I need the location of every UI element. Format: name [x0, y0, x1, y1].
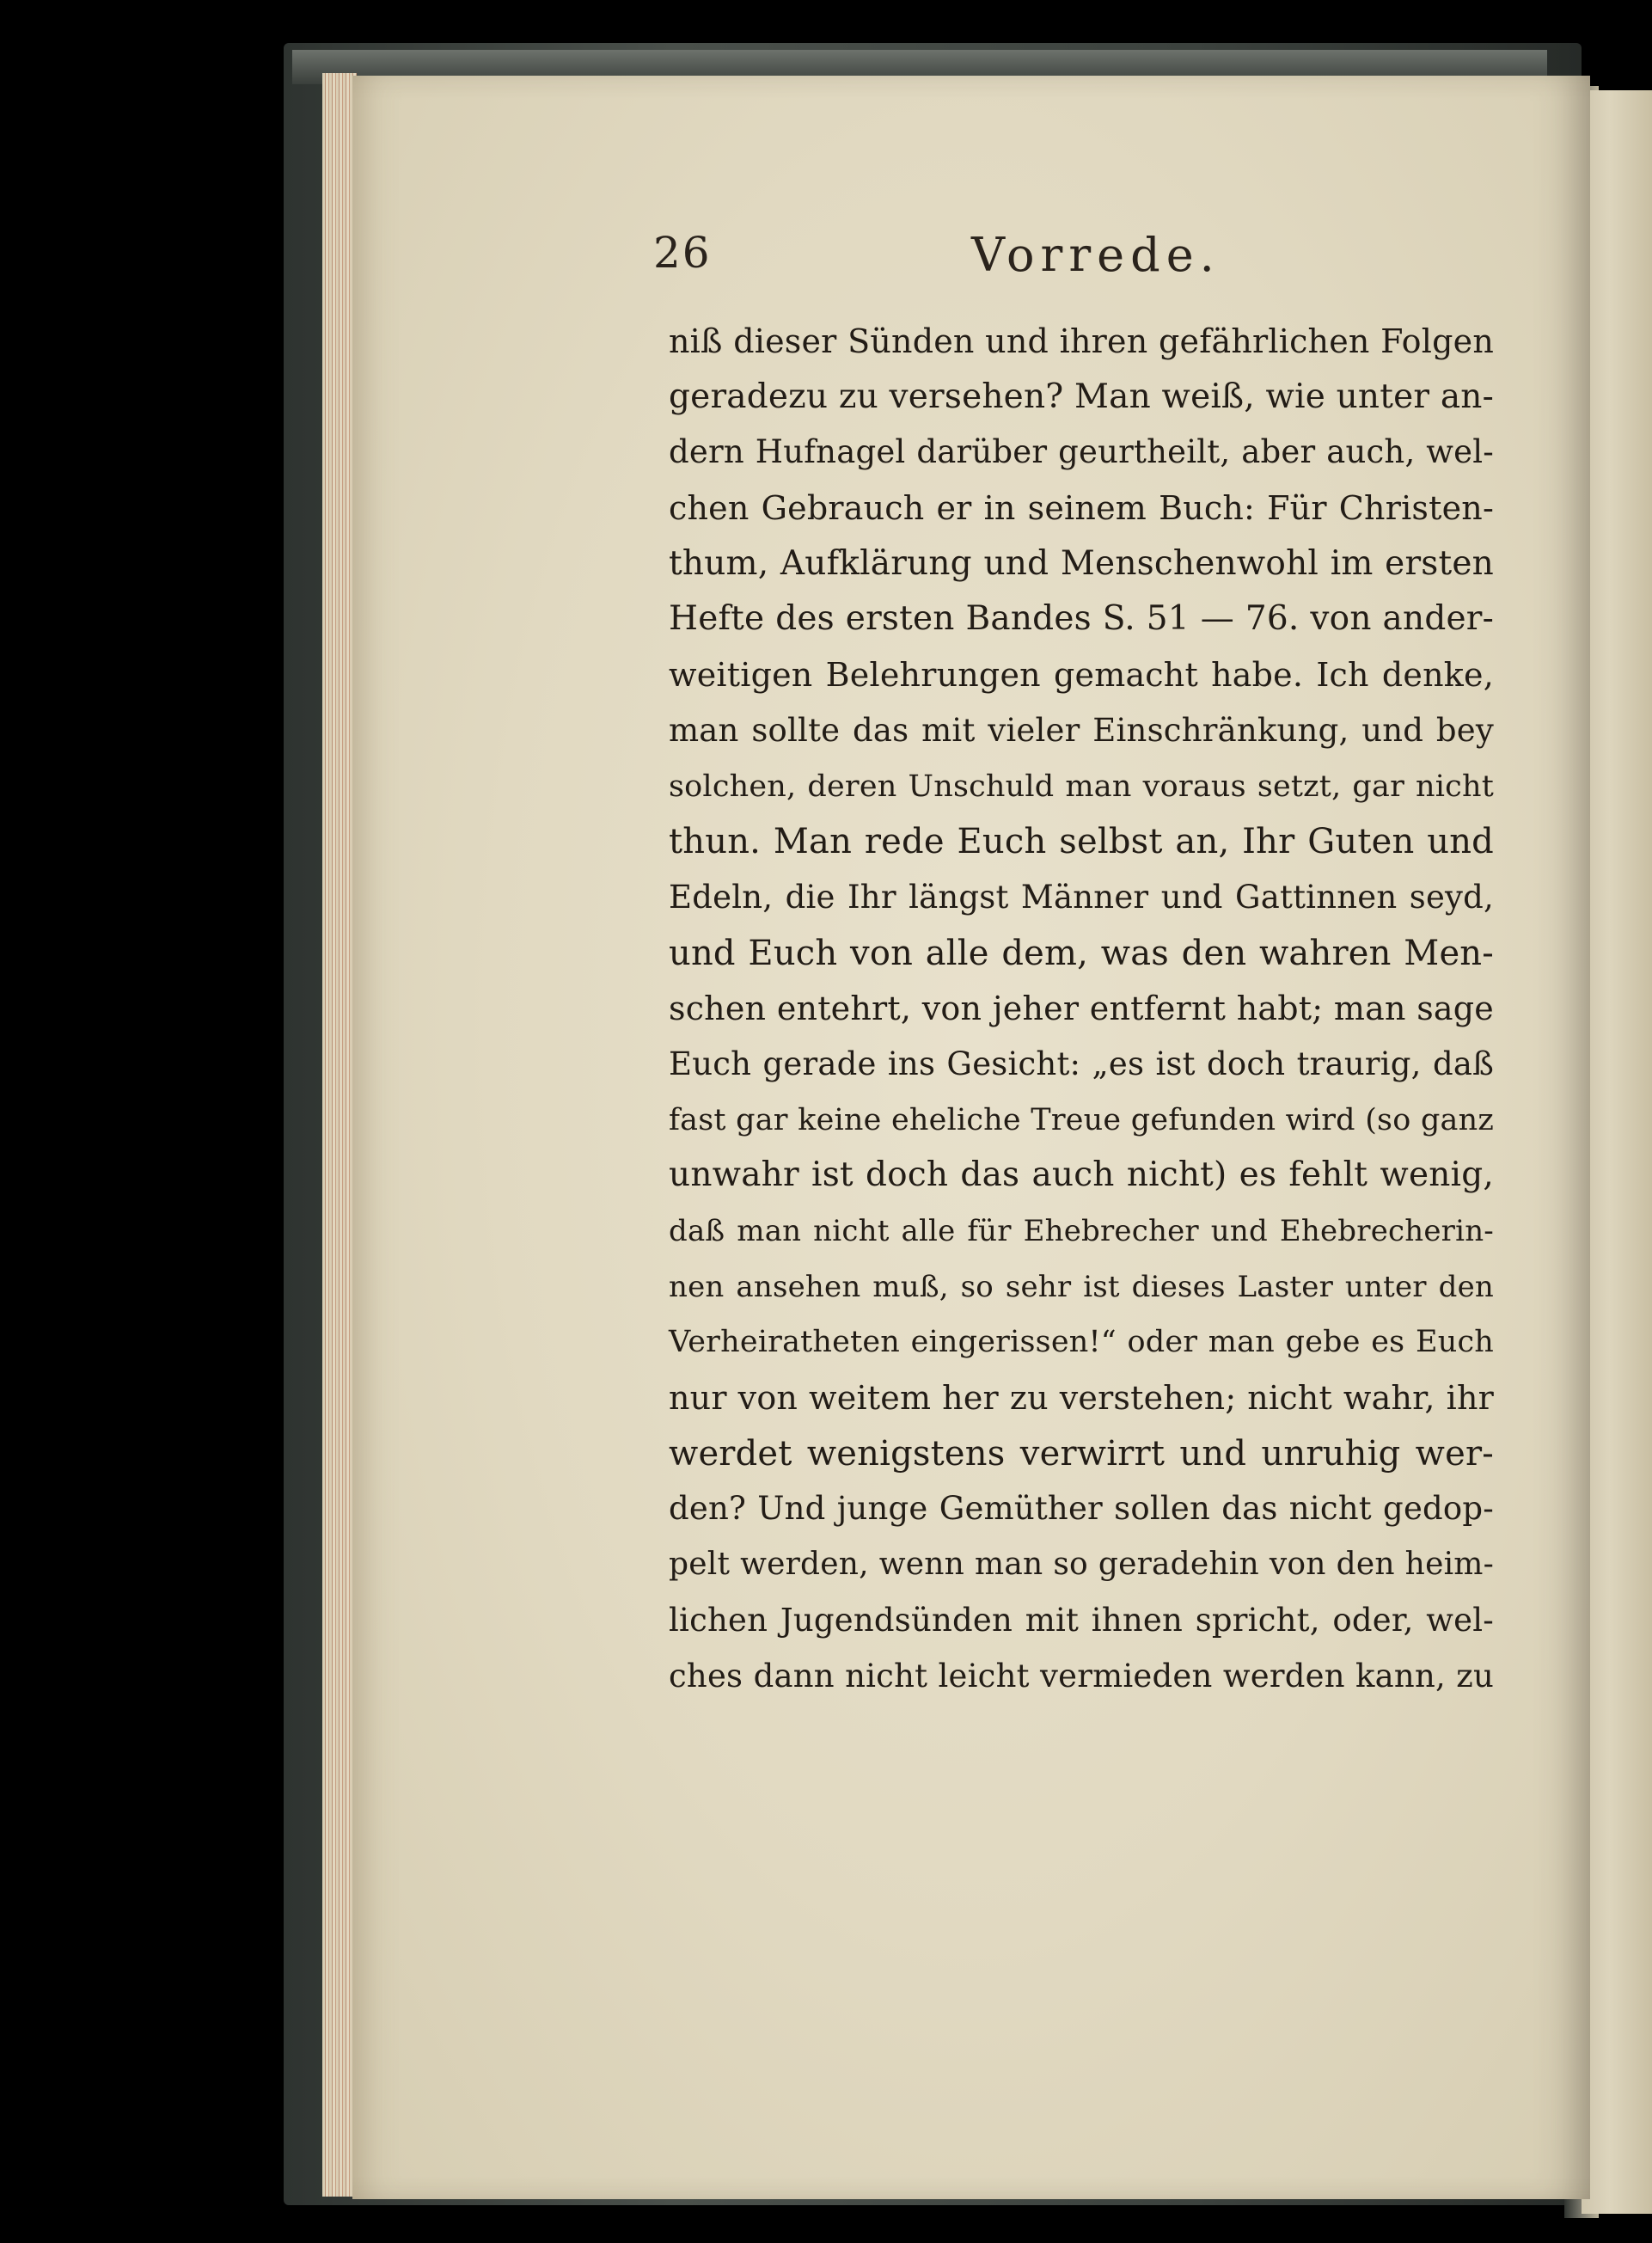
text-line: fast gar keine eheliche Treue gefunden wird (so ganz — [669, 1102, 1494, 1137]
text-line: den? Und junge Gemüther sollen das nicht gedop- — [669, 1490, 1494, 1528]
facing-page-edge — [1582, 90, 1652, 2214]
text-line: chen Gebrauch er in seinem Buch: Für Christen- — [669, 489, 1494, 528]
text-line: thun. Man rede Euch selbst an, Ihr Guten und — [669, 822, 1494, 862]
text-line: unwahr ist doch das auch nicht) es fehlt wenig, — [669, 1155, 1494, 1195]
text-line: pelt werden, wenn man so geradehin von den heim- — [669, 1547, 1494, 1583]
text-line: daß man nicht alle für Ehebrecher und Ehebrecherin- — [669, 1214, 1494, 1248]
page-header — [653, 228, 1513, 288]
text-line: dern Hufnagel darüber geurtheilt, aber auch, wel- — [669, 433, 1494, 471]
text-line: Edeln, die Ihr längst Männer und Gattinnen seyd, — [669, 878, 1494, 916]
page-number: 26 — [653, 228, 712, 278]
text-line: thum, Aufklärung und Menschenwohl im ersten — [669, 543, 1494, 583]
text-line: nen ansehen muß, so sehr ist dieses Laster unter den — [669, 1269, 1494, 1304]
text-line: ches dann nicht leicht vermieden werden kann, zu — [669, 1657, 1494, 1695]
page-leaf-edges — [322, 73, 357, 2197]
text-line: werdet wenigstens verwirrt und unruhig wer- — [669, 1433, 1494, 1474]
text-line: und Euch von alle dem, was den wahren Men- — [669, 933, 1494, 973]
text-line: weitigen Belehrungen gemacht habe. Ich denke, — [669, 656, 1494, 695]
text-line: solchen, deren Unschuld man voraus setzt, gar nicht — [669, 769, 1494, 804]
text-line: lichen Jugendsünden mit ihnen spricht, oder, wel- — [669, 1601, 1494, 1639]
text-line: geradezu zu versehen? Man weiß, wie unter an- — [669, 377, 1494, 416]
text-line: Hefte des ersten Bandes S. 51 — 76. von ander- — [669, 599, 1494, 639]
text-line: schen entehrt, von jeher entfernt habt; man sage — [669, 990, 1494, 1028]
running-head: Vorrede. — [971, 228, 1221, 282]
text-line: Verheiratheten eingerissen!“ oder man gebe es Euch — [669, 1325, 1494, 1360]
text-line: nur von weitem her zu verstehen; nicht wahr, ihr — [669, 1379, 1494, 1418]
body-text — [669, 314, 1494, 1704]
text-line: man sollte das mit vieler Einschränkung, und bey — [669, 711, 1494, 749]
text-line: Euch gerade ins Gesicht: „es ist doch traurig, daß — [669, 1045, 1494, 1082]
text-line: niß dieser Sünden und ihren gefährlichen Folgen — [669, 322, 1494, 360]
ink-bleed-through — [980, 1857, 1392, 1891]
